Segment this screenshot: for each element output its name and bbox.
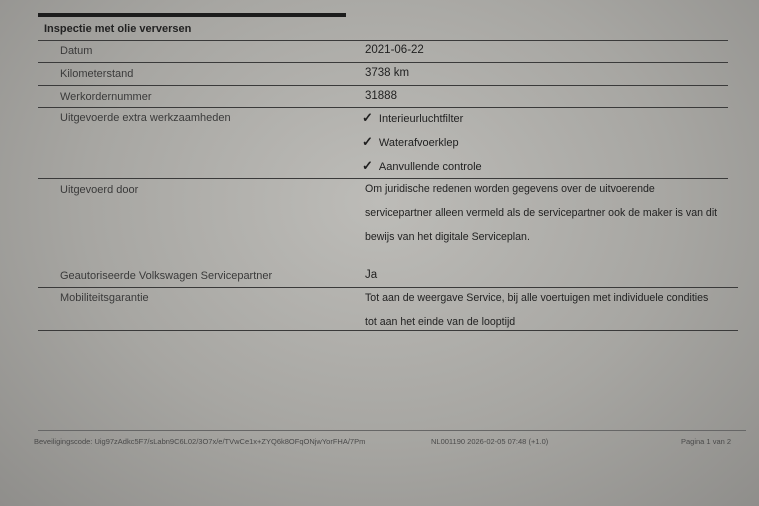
divider: [38, 62, 728, 63]
door-text: Om juridische redenen worden gegevens over de uitvoerende servicepartner alleen vermeld als de servicepartner ook de maker is van dit bewijs van het digitale Serviceplan.: [365, 183, 718, 243]
checkmark-icon: ✓: [362, 110, 373, 125]
mobiliteit-text: Tot aan de weergave Service, bij alle voertuigen met individuele condities tot aan het einde van de looptijd: [365, 292, 709, 328]
footer-divider: [38, 430, 746, 431]
security-code: Beveiligingscode: Uig97zAdkc5F7/sLabn9C6L02/3O7x/e/TVwCe1x+ZYQ6k8OFqONjwYorFHA/7Pm: [34, 437, 366, 446]
door-label: Uitgevoerd door: [60, 184, 139, 196]
extra-label: Uitgevoerde extra werkzaamheden: [60, 112, 231, 124]
section-title: Inspectie met olie verversen: [44, 23, 192, 35]
divider: [38, 330, 738, 331]
extra-item: ✓ Interieurluchtfilter: [362, 110, 464, 125]
km-label: Kilometerstand: [60, 68, 134, 80]
divider: [38, 40, 728, 41]
header-bar: [38, 13, 346, 17]
page-number: Pagina 1 van 2: [681, 437, 732, 446]
werkorder-value: 31888: [365, 90, 397, 102]
datum-label: Datum: [60, 45, 93, 57]
footer-reference: NL001190 2026-02-05 07:48 (+1.0): [431, 437, 549, 446]
partner-label: Geautoriseerde Volkswagen Servicepartner: [60, 270, 273, 282]
divider: [38, 107, 728, 108]
extra-item: ✓ Aanvullende controle: [362, 158, 482, 173]
km-value: 3738 km: [365, 67, 410, 79]
checkmark-icon: ✓: [362, 134, 373, 149]
werkorder-label: Werkordernummer: [60, 91, 152, 103]
extra-item: ✓ Waterafvoerklep: [362, 134, 459, 149]
divider: [38, 85, 728, 86]
checkmark-icon: ✓: [362, 158, 373, 173]
mobiliteit-label: Mobiliteitsgarantie: [60, 292, 149, 304]
datum-value: 2021-06-22: [365, 44, 424, 56]
partner-value: Ja: [365, 269, 378, 281]
